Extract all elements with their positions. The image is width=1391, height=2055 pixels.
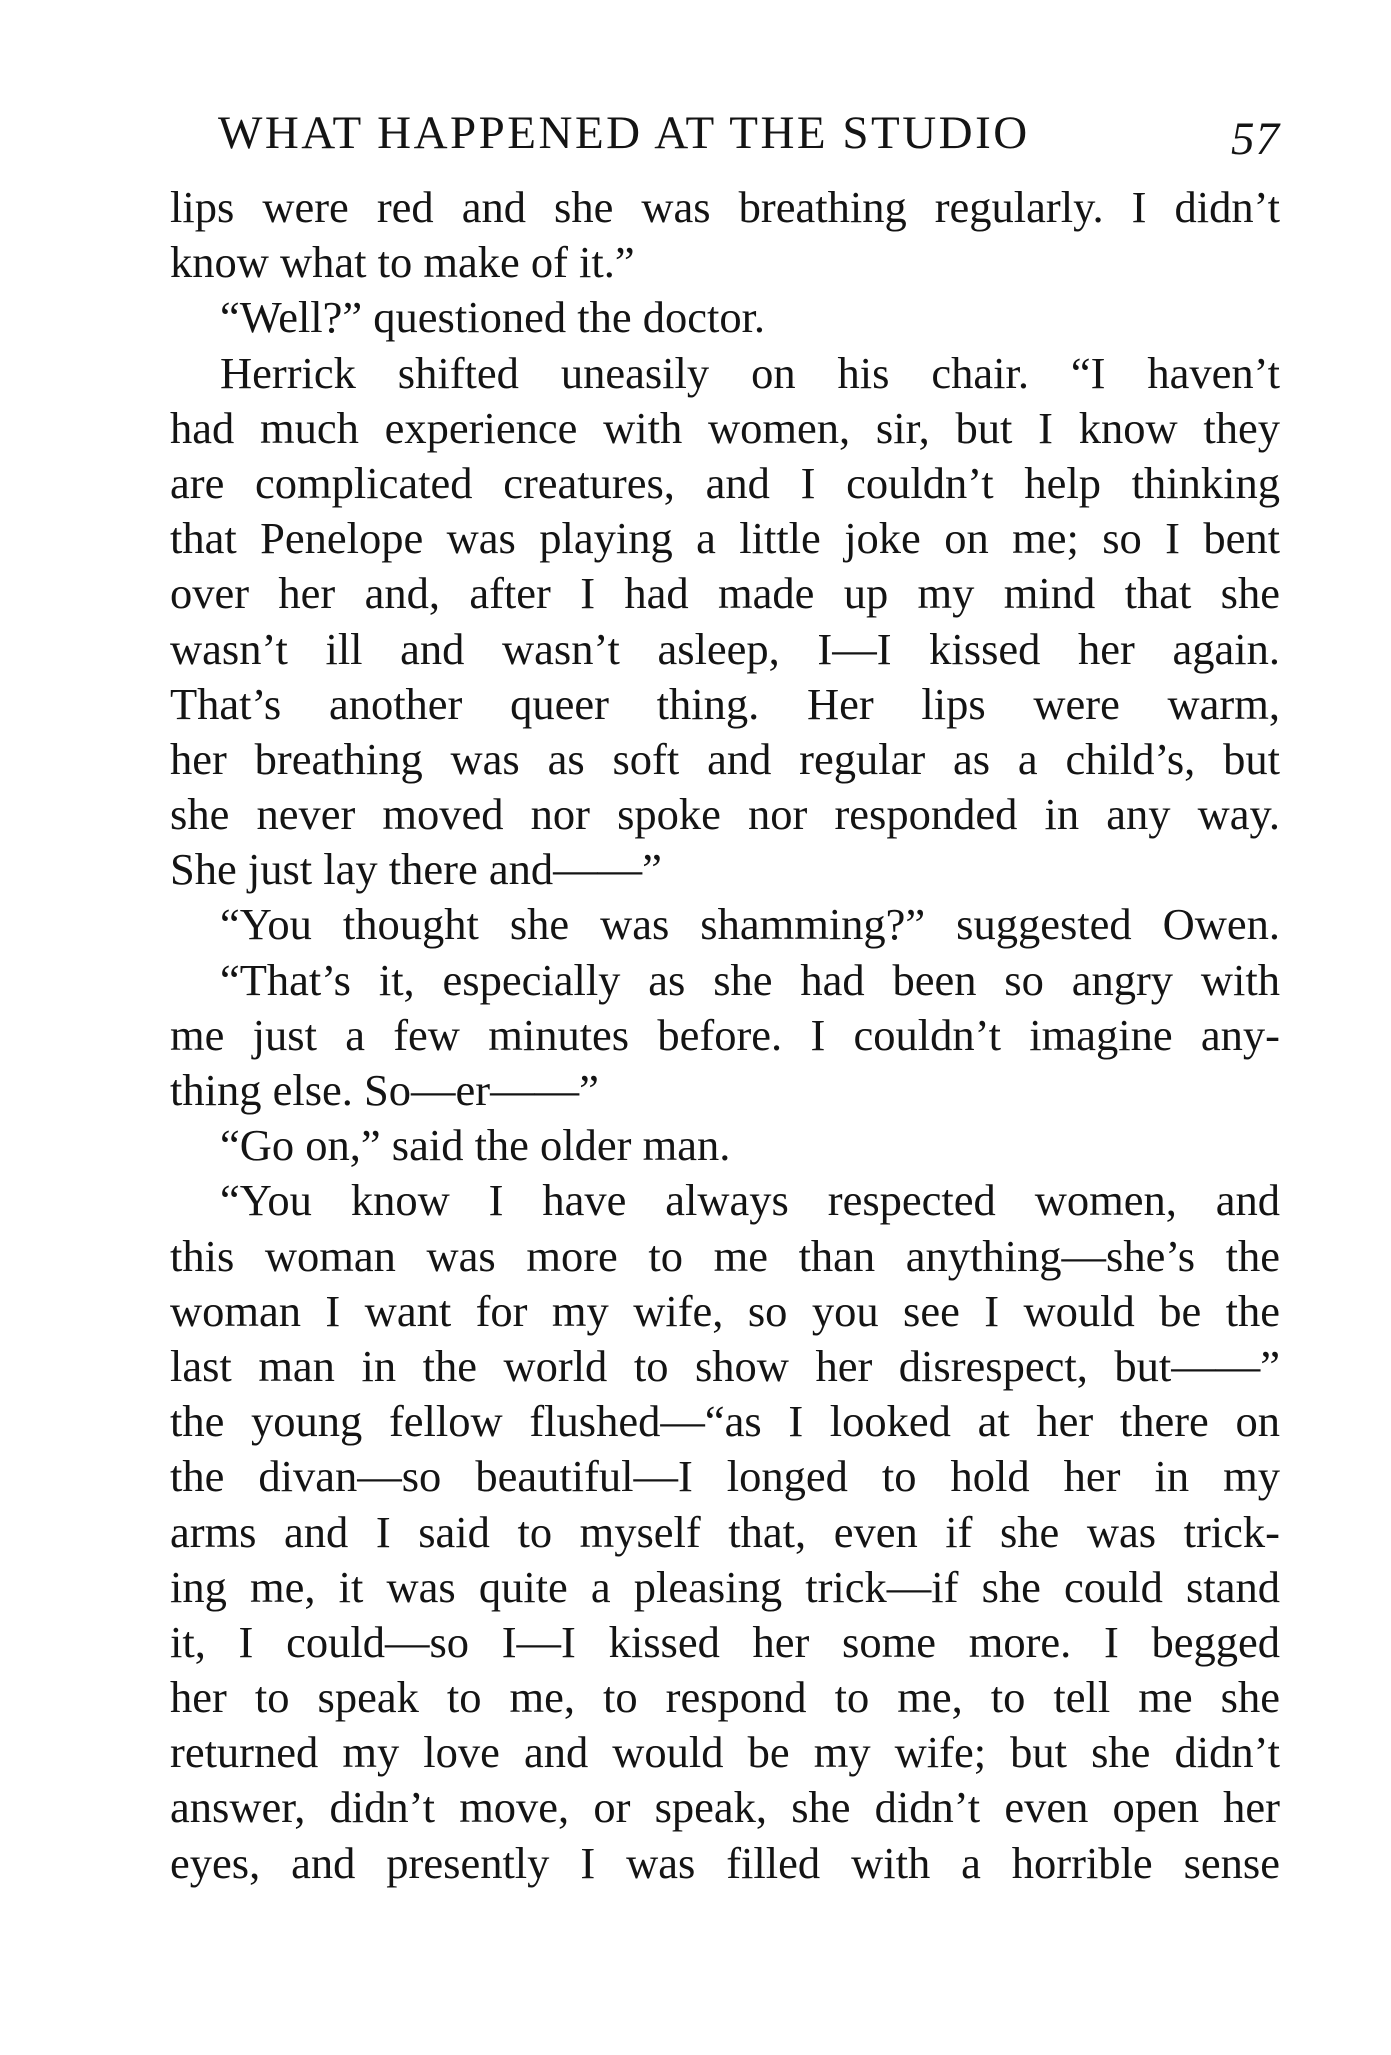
text-line: “Go on,” said the older man. [220, 1120, 731, 1171]
chapter-title: WHAT HAPPENED AT THE STUDIO [218, 107, 1030, 159]
text-line: Herrick shifted uneasily on his chair. “I haven’t [220, 347, 1280, 398]
running-head [218, 98, 1280, 168]
text-line: ing me, it was quite a pleasing trick—if she could stand [170, 1561, 1280, 1612]
text-line: she never moved nor spoke nor responded in any way. [170, 789, 1280, 840]
text-line: her breathing was as soft and regular as a child’s, but [170, 733, 1280, 784]
body-text [170, 180, 1280, 1891]
text-line: woman I want for my wife, so you see I would be the [170, 1285, 1280, 1336]
text-line: know what to make of it.” [170, 237, 635, 288]
text-line: me just a few minutes before. I couldn’t imagine any- [170, 1009, 1280, 1060]
text-line: are complicated creatures, and I couldn’t help thinking [170, 457, 1280, 508]
text-line: She just lay there and——” [170, 844, 662, 895]
text-line: had much experience with women, sir, but I know they [170, 402, 1280, 453]
text-line: returned my love and would be my wife; but she didn’t [170, 1727, 1280, 1778]
text-line: her to speak to me, to respond to me, to tell me she [170, 1672, 1280, 1723]
text-line: wasn’t ill and wasn’t asleep, I—I kissed her again. [170, 623, 1280, 674]
text-line: “That’s it, especially as she had been so angry with [220, 954, 1280, 1005]
text-line: that Penelope was playing a little joke on me; so I bent [170, 513, 1280, 564]
text-line: “You thought she was shamming?” suggested Owen. [220, 899, 1280, 950]
text-line: over her and, after I had made up my mind that she [170, 568, 1280, 619]
text-line: the divan—so beautiful—I longed to hold her in my [170, 1451, 1280, 1502]
text-line: thing else. So—er——” [170, 1065, 599, 1115]
text-line: That’s another queer thing. Her lips were warm, [170, 678, 1280, 729]
text-line: “You know I have always respected women, and [220, 1175, 1280, 1226]
page-number: 57 [1231, 113, 1280, 165]
text-line: lips were red and she was breathing regularly. I didn’t [170, 182, 1280, 232]
text-line: the young fellow flushed—“as I looked at her there on [170, 1396, 1280, 1447]
text-line: this woman was more to me than anything—she’s the [170, 1230, 1280, 1281]
text-line: last man in the world to show her disrespect, but——” [170, 1340, 1280, 1391]
text-line: eyes, and presently I was filled with a horrible sense [170, 1837, 1280, 1888]
text-line: answer, didn’t move, or speak, she didn’t even open her [170, 1782, 1280, 1833]
text-line: arms and I said to myself that, even if she was trick- [170, 1506, 1280, 1557]
text-line: it, I could—so I—I kissed her some more. I begged [170, 1616, 1280, 1667]
text-line: “Well?” questioned the doctor. [220, 292, 766, 343]
